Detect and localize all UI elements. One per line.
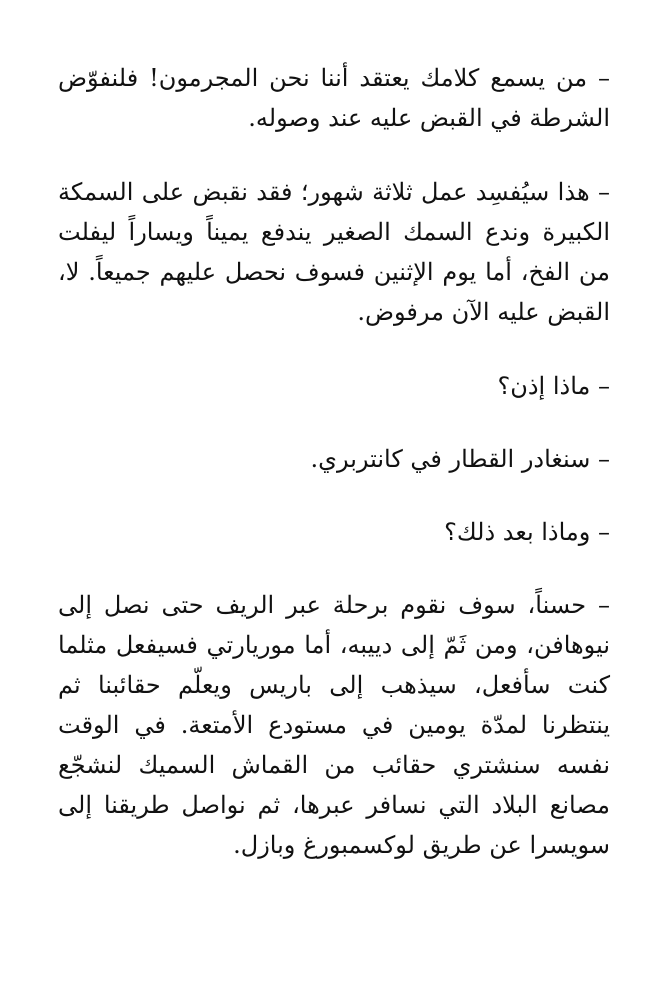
- dialogue-paragraph-1: – من يسمع كلامك يعتقد أننا نحن المجرمون! فلنفوّض الشرطة في القبض عليه عند وصوله.: [58, 64, 610, 132]
- dialogue-paragraph-6: – حسناً، سوف نقوم برحلة عبر الريف حتى نصل إلى نيوهافن، ومن ثَمّ إلى دييبه، أما موريارتي فسيفعل مثلما كنت سأفعل، سيذهب إلى باريس ويعلّم حقائبنا ثم ينتظرنا لمدّة يومين في مستودع الأمتعة. في الوقت نفسه سنشتري حقائب من القماش السميك لنشجّع مصانع البلاد التي نسافر عبرها، ثم نواصل طريقنا إلى سويسرا عن طريق لوكسمبورغ وبازل.: [58, 591, 610, 859]
- dialogue-paragraph-3: – ماذا إذن؟: [497, 372, 610, 400]
- book-page: [58, 58, 610, 865]
- dialogue-paragraph-4: – سنغادر القطار في كانتربري.: [310, 445, 610, 473]
- dialogue-paragraph-2: – هذا سيُفسِد عمل ثلاثة شهور؛ فقد نقبض على السمكة الكبيرة وندع السمك الصغير يندفع يميناً ويساراً ليفلت من الفخ، أما يوم الإثنين فسوف نحصل عليهم جميعاً. لا، القبض عليه الآن مرفوض.: [58, 178, 610, 326]
- dialogue-paragraph-5: – وماذا بعد ذلك؟: [444, 518, 610, 546]
